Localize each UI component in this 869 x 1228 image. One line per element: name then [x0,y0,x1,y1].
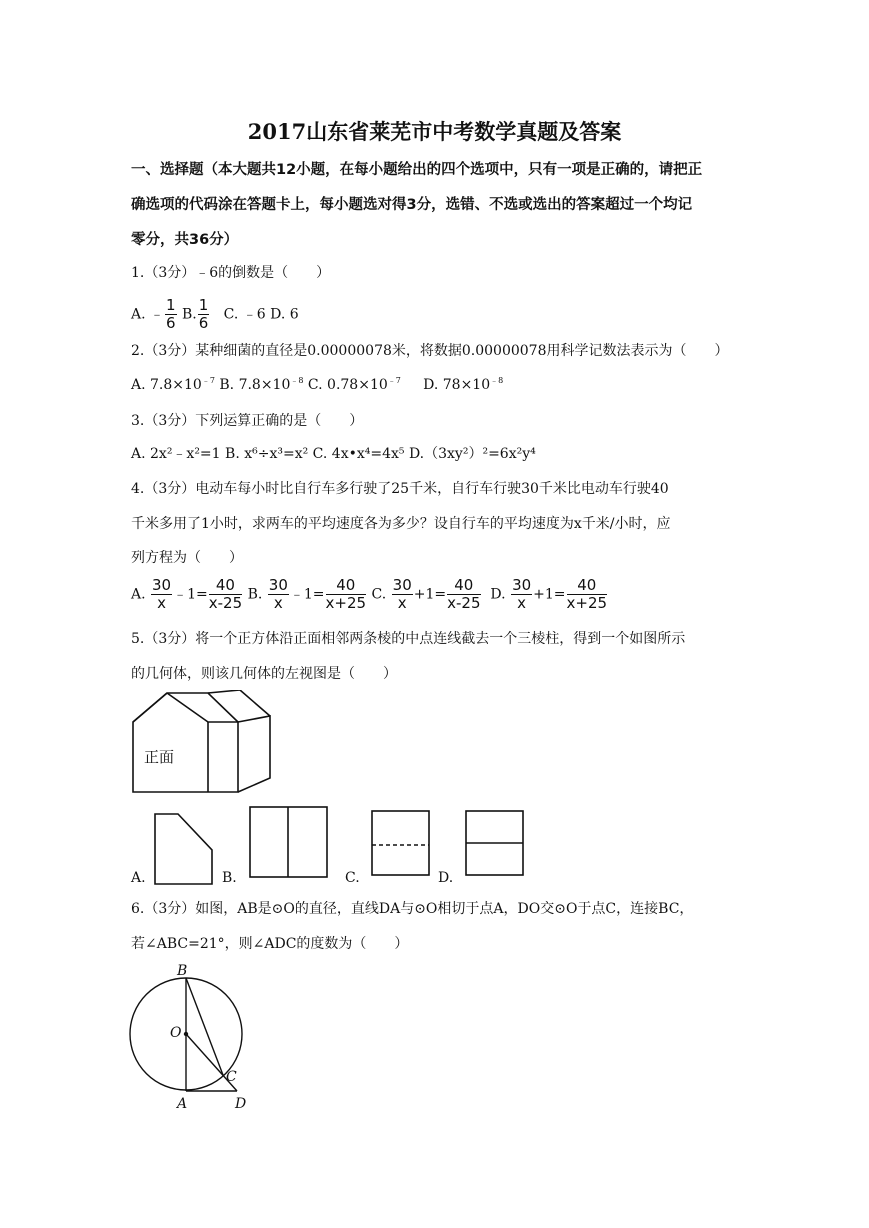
q1-option-b-label: B. [182,306,197,323]
q4-options [131,577,608,612]
q4-option-b-operator: ﹣1= [289,586,325,603]
solid-figure [130,690,280,795]
q4-option-d-operator: +1= [533,586,566,603]
point-label-d: D [235,1096,247,1112]
q4-option-b-right-fraction [326,577,367,612]
q4-line-3: 列方程为（ ） [131,550,243,566]
fraction-numerator: 40 [326,577,367,595]
q1-stem: 1.（3分）﹣6的倒数是（ ） [131,265,331,281]
fraction-denominator: x-25 [208,594,243,612]
fraction-denominator: x-25 [447,594,481,612]
q3-option-d: D.（3xy²）²=6x²y⁴ [408,446,536,462]
q4-option-b-left-fraction [268,577,289,612]
fraction-numerator: 40 [447,577,480,595]
fraction-numerator: 1 [166,296,176,314]
q1-option-a-sign: ﹣ [150,306,165,323]
fraction-denominator: x [517,594,527,612]
q2-option-b-exponent: ﹣8 [290,376,304,385]
q1-option-b-fraction [198,297,210,332]
q3-option-c: C. 4x•x⁴=4x⁵ [312,446,405,462]
q5-line-2: 的几何体，则该几何体的左视图是（ ） [131,666,397,682]
fraction-denominator: x [397,594,407,612]
q4-option-d-label: D. [490,586,506,603]
q4-option-a-right-fraction [209,577,242,612]
q5-option-b-label: B. [222,870,237,886]
fraction-denominator: x+25 [566,594,608,612]
fraction-numerator: 30 [512,576,532,594]
point-label-b: B [177,963,188,979]
q2-option-d-exponent: ﹣8 [490,376,504,385]
q1-options [131,297,299,332]
fraction-numerator: 40 [567,577,608,595]
q1-options-cd: C. ﹣6 D. 6 [223,306,299,323]
q1-option-a-fraction [165,297,177,332]
point-label-o: O [170,1025,182,1041]
q6-line-2: 若∠ABC=21°，则∠ADC的度数为（ ） [131,936,409,952]
fraction-numerator: 40 [209,577,242,595]
q5-line-1: 5.（3分）将一个正方体沿正面相邻两条棱的中点连线截去一个三棱柱，得到一个如图所示 [131,631,686,647]
q4-option-c-left-fraction [392,577,413,612]
q3-option-a: A. 2x²﹣x²=1 [131,446,221,462]
page-title: 2017山东省莱芜市中考数学真题及答案 [247,119,622,144]
circle-geometry-figure [125,960,265,1115]
q5-option-d-view [464,809,526,879]
q2-option-c-exponent: ﹣7 [387,376,401,385]
front-face-label: 正面 [144,748,175,766]
fraction-denominator: 6 [198,314,209,332]
fraction-numerator: 1 [198,296,209,314]
q5-option-c-label: C. [345,870,360,886]
point-label-a: A [177,1096,188,1112]
q2-option-a-exponent: ﹣7 [201,376,215,385]
section-heading-line-1: 一、选择题（本大题共12小题，在每小题给出的四个选项中，只有一项是正确的，请把正 [131,162,703,178]
q3-options [131,443,536,463]
q4-option-a-operator: ﹣1= [173,586,208,603]
q5-option-a-label: A. [131,870,146,886]
q4-option-d-left-fraction [511,577,532,612]
q1-option-a-label: A. [131,306,146,323]
q5-option-c-view [370,809,432,879]
q4-line-1: 4.（3分）电动车每小时比自行车多行驶了25千米，自行车行驶30千米比电动车行驶40 [131,481,669,497]
q2-option-c: C. 0.78×10 [307,377,388,393]
q2-option-a: A. 7.8×10 [131,377,202,393]
fraction-denominator: x [273,594,283,612]
q4-option-a-label: A. [131,586,146,603]
q3-option-b: B. x⁶÷x³=x² [225,446,309,462]
fraction-numerator: 30 [268,576,288,594]
q4-option-c-label: C. [371,586,387,603]
q2-options [131,375,503,393]
q5-option-a-view [153,812,215,886]
q4-line-2: 千米多用了1小时，求两车的平均速度各为多少？设自行车的平均速度为x千米/小时，应 [131,516,671,532]
q4-option-d-right-fraction [567,577,608,612]
q4-option-a-left-fraction [151,577,172,612]
q5-option-b-view [248,805,330,881]
fraction-numerator: 30 [392,576,412,594]
q5-option-d-label: D. [438,870,454,886]
fraction-numerator: 30 [152,576,172,594]
section-heading-line-2: 确选项的代码涂在答题卡上，每小题选对得3分，选错、不选或选出的答案超过一个均记 [131,197,693,213]
fraction-denominator: x+25 [325,594,367,612]
fraction-denominator: 6 [166,314,176,332]
q4-option-c-right-fraction [447,577,480,612]
fraction-denominator: x [157,594,166,612]
q4-option-b-label: B. [247,586,263,603]
q2-stem: 2.（3分）某种细菌的直径是0.00000078米，将数据0.00000078用科学记数法表示为（ ） [131,343,729,359]
q3-stem: 3.（3分）下列运算正确的是（ ） [131,413,364,429]
q2-option-b: B. 7.8×10 [219,377,291,393]
q6-line-1: 6.（3分）如图，AB是⊙O的直径，直线DA与⊙O相切于点A，DO交⊙O于点C，连接BC， [131,901,694,917]
q2-option-d: D. 78×10 [423,377,491,393]
section-heading-line-3: 零分，共36分） [131,232,239,248]
point-label-c: C [226,1069,237,1085]
q4-option-c-operator: +1= [413,586,447,603]
